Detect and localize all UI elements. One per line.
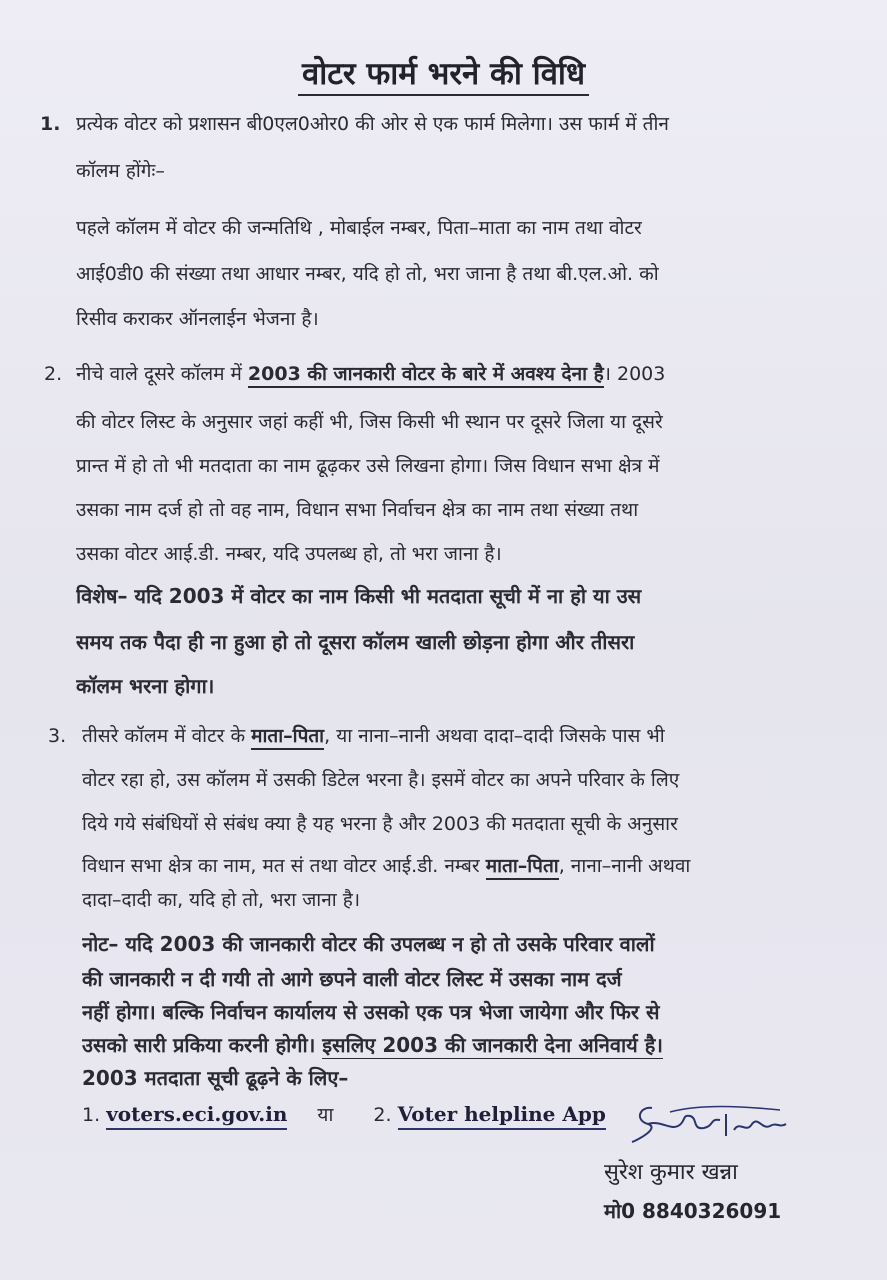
note-line-1: नोट– यदि 2003 की जानकारी वोटर की उपलब्ध न हो तो उसके परिवार वालों: [82, 932, 655, 956]
point-2-line-3: प्रान्त में हो तो भी मतदाता का नाम ढूढ़कर उसे लिखना होगा। जिस विधान सभा क्षेत्र में: [76, 455, 660, 477]
point-2-emphasis: 2003 की जानकारी वोटर के बारे में अवश्य देना है: [248, 363, 604, 388]
point-1-line-3: पहले कॉलम में वोटर की जन्मतिथि , मोबाईल नम्बर, पिता–माता का नाम तथा वोटर: [76, 217, 642, 239]
point-2-line-5: उसका वोटर आई.डी. नम्बर, यदि उपलब्ध हो, तो भरा जाना है।: [76, 543, 502, 565]
point-1-line-4: आई0डी0 की संख्या तथा आधार नम्बर, यदि हो तो, भरा जाना है तथा बी.एल.ओ. को: [76, 263, 659, 285]
signer-name: सुरेश कुमार खन्ना: [604, 1160, 738, 1185]
point-2-line-2: की वोटर लिस्ट के अनुसार जहां कहीं भी, जिस किसी भी स्थान पर दूसरे जिला या दूसरे: [76, 411, 663, 433]
special-line-3: कॉलम भरना होगा।: [76, 674, 215, 698]
point-3-line-3: दिये गये संबंधियों से संबंध क्या है यह भरना है और 2003 की मतदाता सूची के अनुसार: [82, 813, 678, 835]
point-1-line-5: रिसीव कराकर ऑनलाईन भेजना है।: [76, 308, 319, 330]
voters-eci-link[interactable]: voters.eci.gov.in: [106, 1102, 287, 1130]
note-emphasis: इसलिए 2003 की जानकारी देना अनिवार्य है।: [322, 1033, 663, 1059]
point-3-line-1: तीसरे कॉलम में वोटर के माता–पिता, या नाना–नानी अथवा दादा–दादी जिसके पास भी: [82, 722, 887, 750]
point-3-line-5: दादा–दादी का, यदि हो तो, भरा जाना है।: [82, 889, 361, 911]
point-1-line-1: प्रत्येक वोटर को प्रशासन बी0एल0ओर0 की ओर से एक फार्म मिलेगा। उस फार्म में तीन: [76, 113, 669, 135]
search-links-row: 1. voters.eci.gov.in या 2. Voter helpline App: [82, 1100, 887, 1129]
special-line-1: विशेष– यदि 2003 में वोटर का नाम किसी भी मतदाता सूची में ना हो या उस: [76, 584, 642, 608]
note-line-2: की जानकारी न दी गयी तो आगे छपने वाली वोटर लिस्ट में उसका नाम दर्ज: [82, 967, 622, 991]
point-1-line-2: कॉलम होंगेः–: [76, 160, 165, 182]
special-line-2: समय तक पैदा ही ना हुआ हो तो दूसरा कॉलम खाली छोड़ना होगा और तीसरा: [76, 630, 635, 654]
note-line-3: नहीं होगा। बल्कि निर्वाचन कार्यालय से उसको एक पत्र भेजा जायेगा और फिर से: [82, 1000, 660, 1024]
voter-helpline-app-link[interactable]: Voter helpline App: [398, 1102, 606, 1130]
point-3-line-4: विधान सभा क्षेत्र का नाम, मत सं तथा वोटर आई.डी. नम्बर माता–पिता, नाना–नानी अथवा: [82, 852, 887, 880]
handwritten-signature: [630, 1100, 790, 1150]
point-2-number: 2.: [44, 363, 63, 385]
signer-mobile: मो0 8840326091: [604, 1199, 782, 1223]
note-line-5: 2003 मतदाता सूची ढूढ़ने के लिए–: [82, 1066, 349, 1090]
point-1-number: 1.: [40, 113, 61, 135]
point-3-number: 3.: [48, 725, 67, 747]
note-line-4: उसको सारी प्रकिया करनी होगी। इसलिए 2003 की जानकारी देना अनिवार्य है।: [82, 1031, 887, 1059]
point-3-line-2: वोटर रहा हो, उस कॉलम में उसकी डिटेल भरना है। इसमें वोटर का अपने परिवार के लिए: [82, 769, 680, 791]
point-3-emphasis-1: माता–पिता: [251, 725, 324, 750]
point-2-line-1: नीचे वाले दूसरे कॉलम में 2003 की जानकारी वोटर के बारे में अवश्य देना है। 2003: [76, 360, 884, 388]
point-2-line-4: उसका नाम दर्ज हो तो वह नाम, विधान सभा निर्वाचन क्षेत्र का नाम तथा संख्या तथा: [76, 499, 639, 521]
document-title: वोटर फार्म भरने की विधि: [0, 52, 887, 94]
point-3-emphasis-2: माता–पिता: [486, 855, 559, 880]
